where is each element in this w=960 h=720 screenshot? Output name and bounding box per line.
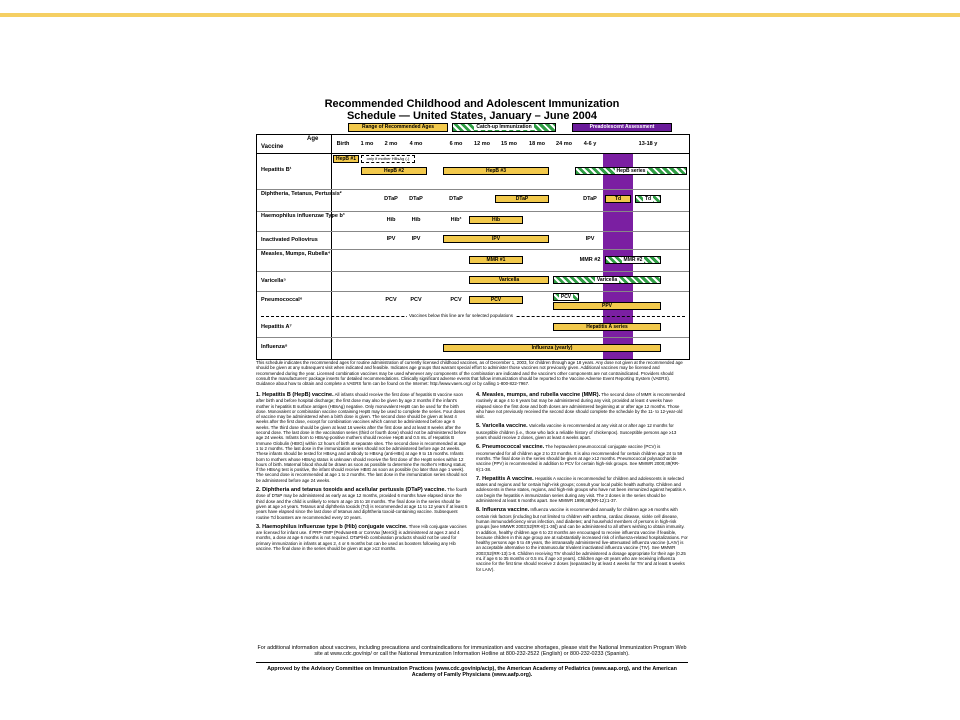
dose-ipv-4mo: IPV (411, 236, 421, 242)
bar-influenza: Influenza (yearly) (443, 344, 661, 352)
age-6mo: 6 mo (449, 141, 463, 147)
footnote-6-head: 6. Pneumococcal vaccine. (476, 444, 545, 451)
dose-mmr2-4-6y: MMR #2 (579, 257, 601, 263)
footnote-5 (476, 423, 688, 440)
footnote-2-body: The fourth dose of DTaP may be administered as early as age 12 months, provided 6 months have elapsed since the third dose and the child is unlikely to return at age 15 to 18 months. The final dose in the series should be given at age ≥4 years. Tetanus and diphtheria toxoids (Td) is recommended at age 11 to 12 years if at least 5 years have elapsed since the last dose of tetanus and diphtheria toxoid-containing vaccine. Subsequent routine Td boosters are recommended every 10 years. (256, 487, 468, 520)
vaccine-hepa: Hepatitis A⁷ (261, 324, 292, 330)
age-4mo: 4 mo (409, 141, 423, 147)
bar-hepa-series: Hepatitis A series (553, 323, 661, 331)
vaccine-mmr: Measles, Mumps, Rubella⁴ (261, 251, 331, 257)
legend-catchup-label: Catch-up Immunization (476, 124, 532, 130)
footnote-1 (256, 392, 468, 483)
dose-ipv-2mo: IPV (386, 236, 396, 242)
age-12mo: 12 mo (474, 141, 490, 147)
bar-hepb1: HepB #1 (333, 155, 359, 163)
footnote-5-body: Varicella vaccine is recommended at any visit at or after age 12 months for susceptible children (i.e., those who lack a reliable history of chickenpox). Susceptible persons age ≥13 years should receive 2 doses, given at least 4 weeks apart. (476, 423, 677, 441)
bar-pcv: PCV (469, 296, 523, 304)
dose-hib-4mo: Hib (411, 217, 421, 223)
selected-populations-note: Vaccines below this line are for selected populations (409, 313, 513, 318)
footnote-8 (476, 507, 688, 572)
footnote-4 (476, 392, 688, 419)
footnote-3-head: 3. Haemophilus influenzae type b (Hib) conjugate vaccine. (256, 523, 408, 530)
footnotes-left (256, 392, 468, 555)
top-accent-line (0, 13, 960, 17)
bar-varicella-catchup-label: Varicella (596, 277, 618, 283)
dose-pcv-2mo: PCV (385, 297, 397, 303)
age-18mo: 18 mo (529, 141, 545, 147)
bar-varicella: Varicella (469, 276, 549, 284)
bar-hepb-series-label: HepB series (616, 168, 646, 174)
dose-dtap-6mo: DTaP (449, 196, 463, 202)
bar-mmr2-catchup-label: MMR #2 (623, 257, 643, 263)
bar-ipv: IPV (443, 235, 549, 243)
bar-mmr2-catchup (605, 256, 661, 264)
row-ipv (257, 231, 689, 250)
immunization-schedule-document (254, 92, 690, 688)
row-hepb (257, 153, 689, 190)
schedule-table (256, 134, 690, 360)
dose-hib-2mo: Hib (386, 217, 396, 223)
footnote-4-body: The second dose of MMR is recommended routinely at age 4 to 6 years but may be administered during any visit, provided at least 4 weeks have elapsed since the first dose and both doses are administered beginning at or after age 12 months. Those who have not previously received the second dose should complete the schedule by the 11- to 12-year-old visit. (476, 392, 686, 420)
legend-catchup (452, 123, 556, 132)
age-11-12y: 11-12 y (608, 141, 628, 147)
footnote-1-body: All infants should receive the first dose of hepatitis B vaccine soon after birth and before hospital discharge; the first dose may also be given by age 2 months if the infant's mother is hepatitis B surface antigen (HBsAg) negative. Only monovalent HepB can be used for the birth dose. Monovalent or combination vaccine containing HepB may be used to complete the series. Four doses of vaccine may be administered when a birth dose is given. The second dose should be given at least 4 weeks after the first dose, except for combination vaccines which cannot be administered before age 6 weeks. The third dose should be given at least 16 weeks after the first dose and at least 8 weeks after the second dose. The last dose in the vaccination series (third or fourth dose) should not be administered before age 24 weeks. Infants born to HBsAg-positive mothers should receive HepB and 0.5 mL of Hepatitis B Immune Globulin (HBIG) within 12 hours of birth at separate sites. The second dose is recommended at age 1 to 2 months. The last dose in the immunization series should not be administered before age 24 weeks. These infants should be tested for HBsAg and antibody to HBsAg (anti-HBs) at age 9 to 15 months. Infants born to mothers whose HBsAg status is unknown should receive the first dose of the HepB series within 12 hours of birth. Maternal blood should be drawn as soon as possible to determine the mother's HBsAg status; if the HBsAg test is positive, the infant should receive HBIG as soon as possible (no later than age 1 week). The second dose is recommended at age 1 to 2 months. The last dose in the immunization series should not be administered before age 24 weeks. (256, 392, 467, 483)
bar-td: Td (605, 195, 631, 203)
vaccine-influenza: Influenza⁸ (261, 344, 288, 350)
footnotes-right (476, 392, 688, 576)
bar-mmr1: MMR #1 (469, 256, 523, 264)
vaccine-hib: Haemophilus influenzae Type b³ (261, 213, 345, 219)
age-15mo: 15 mo (501, 141, 517, 147)
footnote-7-head: 7. Hepatitis A vaccine. (476, 475, 534, 482)
row-pneumococcal (257, 291, 689, 313)
footnote-3 (256, 524, 468, 551)
additional-info-footer: For additional information about vaccines, including precautions and contraindications for immunization and vaccine shortages, please visit the National Immunization Program Web site at www.cdc.gov/nip/ or call the National Immunization Information Hotline at 800-232-2522 (English) or 800-232-0233 (Spanish). (257, 645, 687, 658)
bar-hepb3: HepB #3 (443, 167, 549, 175)
bar-hib-12-15mo: Hib (469, 216, 523, 224)
dose-pcv-4mo: PCV (410, 297, 422, 303)
bar-hepb2: HepB #2 (361, 167, 427, 175)
vaccine-varicella: Varicella⁵ (261, 278, 286, 284)
age-1mo: 1 mo (360, 141, 374, 147)
bar-pcv-catchup-label: PCV (560, 294, 572, 300)
row-varicella (257, 271, 689, 292)
bar-ppv: PPV (553, 302, 661, 310)
footnote-2-head: 2. Diphtheria and tetanus toxoids and acellular pertussis (DTaP) vaccine. (256, 487, 447, 494)
age-birth: Birth (336, 141, 350, 147)
vaccine-ipv: Inactivated Poliovirus (261, 237, 318, 243)
bar-pcv-catchup (553, 293, 579, 301)
dose-pcv-6mo: PCV (450, 297, 462, 303)
footnote-8-body: Influenza vaccine is recommended annually for children age ≥6 months with certain risk factors (including but not limited to children with asthma, cardiac disease, sickle cell disease, human immunodeficiency virus infection, and diabetes; and household members of persons in high-risk groups [see MMWR 2003;52(RR-8):1-36]) and can be administered to all others wishing to obtain immunity. In addition, healthy children age 6 to 23 months are encouraged to receive influenza vaccine if feasible, because children in this age group are at substantially increased risk of influenza-related hospitalizations. For healthy persons age 5 to 49 years, the intranasally administered live-attenuated influenza vaccine (LAIV) is an acceptable alternative to the intramuscular trivalent inactivated influenza vaccine (TIV). See MMWR 2003;52(RR-13):1-8. Children receiving TIV should be administered a dosage appropriate for their age (0.25 mL if age 6 to 35 months or 0.5 mL if age ≥3 years). Children age ≤8 years who are receiving influenza vaccine for the first time should receive 2 doses (separated by at least 4 weeks for TIV and at least 6 weeks for LAIV). (476, 507, 688, 572)
row-hepa (257, 319, 689, 338)
dose-ipv-4-6y: IPV (585, 236, 595, 242)
footnote-2 (256, 487, 468, 520)
vaccine-hepb: Hepatitis B¹ (261, 167, 292, 173)
age-header: Age (307, 136, 319, 142)
dose-dtap-2mo: DTaP (384, 196, 398, 202)
footnote-8-head: 8. Influenza vaccine. (476, 507, 530, 514)
vaccine-header: Vaccine (261, 144, 284, 150)
age-4-6y: 4-6 y (583, 141, 597, 147)
bar-td-catchup (635, 195, 661, 203)
footnote-6 (476, 444, 688, 471)
bar-dtap-15-18mo: DTaP (495, 195, 549, 203)
legend-preadolescent: Preadolescent Assessment (572, 123, 672, 132)
document-subtitle: Schedule — United States, January – June 2004 (346, 110, 598, 122)
footnote-6-body: The heptavalent pneumococcal conjugate vaccine (PCV) is recommended for all children age 2 to 23 months. It is also recommended for certain children age 24 to 59 months. The final dose in the series should be given at age ≥12 months. Pneumococcal polysaccharide vaccine (PPV) is recommended in addition to PCV for certain high-risk groups. See MMWR 2000;49(RR-9):1-38. (476, 444, 683, 472)
footnote-7-body: Hepatitis A vaccine is recommended for children and adolescents in selected states and regions and for certain high-risk groups; consult your local public health authority. Children and adolescents in these states, regions, and high-risk groups who have not been immunized against hepatitis A can begin the hepatitis A immunization series during any visit. The 2 doses in the series should be administered at least 6 months apart. See MMWR 1999;48(RR-12):1-37. (476, 475, 686, 504)
vaccine-dtap: Diphtheria, Tetanus, Pertussis² (261, 191, 342, 197)
bar-hepb1-note: only if mother HBsAg (-) (361, 155, 415, 163)
footnote-4-head: 4. Measles, mumps, and rubella vaccine (MMR). (476, 392, 601, 398)
schedule-intro: This schedule indicates the recommended ages for routine administration of currently licensed childhood vaccines, as of December 1, 2003, for children through age 18 years. Any dose not given at the recommended age should be given at any subsequent visit when indicated and feasible. Indicates age groups that warrant special effort to administer those vaccines not previously given. Additional vaccines may be licensed and recommended during the year. Licensed combination vaccines may be used whenever any components of the combination are indicated and the vaccine's other components are not contraindicated. Providers should consult the manufacturers' package inserts for detailed recommendations. Clinically significant adverse events that follow immunization should be reported to the Vaccine Adverse Event Reporting System (VAERS). Guidance about how to obtain and complete a VAERS form can be found on the Internet: http://www.vaers.org/ or by calling 1-800-822-7967. (256, 360, 683, 387)
age-header-row (257, 135, 689, 154)
approval-statement: Approved by the Advisory Committee on Immunization Practices (www.cdc.gov/nip/acip), the American Academy of Pediatrics (www.aap.org), and the American Academy of Family Physicians (www.aafp.org). (267, 666, 677, 679)
bar-hepb-series (575, 167, 687, 175)
row-hib (257, 211, 689, 232)
vaccine-pneumococcal: Pneumococcal⁶ (261, 297, 303, 303)
legend-range: Range of Recommended Ages (348, 123, 448, 132)
bar-td-catchup-label: Td (644, 196, 652, 202)
dose-hib-6mo: Hib³ (450, 217, 462, 223)
dose-dtap-4mo: DTaP (409, 196, 423, 202)
bar-varicella-catchup (553, 276, 661, 284)
footnote-3-body: Three Hib conjugate vaccines are licensed for infant use. If PRP-OMP (PedvaxHIB or ComVax [Merck]) is administered at ages 2 and 4 months, a dose at age 6 months is not required. DTaP/Hib combination products should not be used for primary immunization in infants at ages 2, 4 or 6 months but can be used as boosters following any Hib vaccine. The final dose in the series should be given at age ≥12 months. (256, 523, 467, 552)
footnote-1-head: 1. Hepatitis B (HepB) vaccine. (256, 392, 334, 398)
row-influenza (257, 337, 689, 359)
dose-dtap-4-6y: DTaP (583, 196, 597, 202)
footnote-7 (476, 476, 688, 503)
age-2mo: 2 mo (384, 141, 398, 147)
footnote-5-head: 5. Varicella vaccine. (476, 423, 528, 430)
age-24mo: 24 mo (556, 141, 572, 147)
age-13-18y: 13-18 y (638, 141, 658, 147)
document-title: Recommended Childhood and Adolescent Immunization (324, 98, 620, 110)
row-dtap (257, 189, 689, 212)
footer-divider (256, 662, 688, 663)
row-mmr (257, 249, 689, 272)
